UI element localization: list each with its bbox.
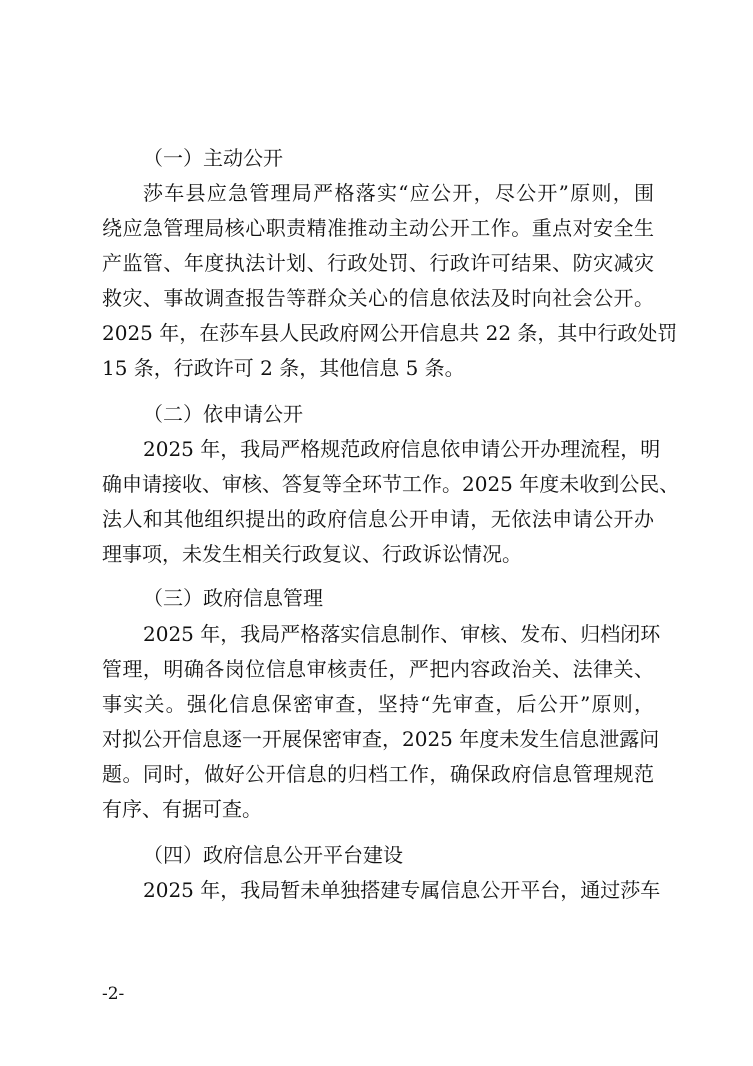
section-heading-2: （二）依申请公开 bbox=[143, 402, 303, 426]
paragraph-line: 15 条，行政许可 2 条，其他信息 5 条。 bbox=[102, 356, 465, 380]
paragraph-line: 绕应急管理局核心职责精准推动主动公开工作。重点对安全生 bbox=[102, 216, 654, 240]
paragraph-line: 题。同时，做好公开信息的归档工作，确保政府信息管理规范 bbox=[102, 762, 654, 786]
paragraph-line: 理事项，未发生相关行政复议、行政诉讼情况。 bbox=[102, 542, 522, 566]
paragraph-line: 管理，明确各岗位信息审核责任，严把内容政治关、法律关、 bbox=[102, 657, 654, 681]
paragraph-line: 2025 年，我局严格规范政府信息依申请公开办理流程，明 bbox=[143, 437, 661, 461]
paragraph-line: 法人和其他组织提出的政府信息公开申请，无依法申请公开办 bbox=[102, 507, 654, 531]
paragraph-line: 产监管、年度执法计划、行政处罚、行政许可结果、防灾减灾 bbox=[102, 251, 654, 275]
page-number: -2- bbox=[102, 984, 125, 1004]
paragraph-line: 对拟公开信息逐一开展保密审查，2025 年度未发生信息泄露问 bbox=[102, 727, 660, 751]
paragraph-line: 事实关。强化信息保密审查，坚持“先审查，后公开”原则， bbox=[102, 692, 654, 716]
section-heading-1: （一）主动公开 bbox=[143, 146, 283, 170]
paragraph-line: 救灾、事故调查报告等群众关心的信息依法及时向社会公开。 bbox=[102, 286, 654, 310]
section-heading-4: （四）政府信息公开平台建设 bbox=[143, 843, 403, 867]
section-heading-3: （三）政府信息管理 bbox=[143, 586, 323, 610]
paragraph-line: 确申请接收、审核、答复等全环节工作。2025 年度未收到公民、 bbox=[102, 472, 680, 496]
paragraph-line: 有序、有据可查。 bbox=[102, 797, 262, 821]
paragraph-line: 2025 年，在莎车县人民政府网公开信息共 22 条，其中行政处罚 bbox=[102, 321, 678, 345]
paragraph-line: 莎车县应急管理局严格落实“应公开，尽公开”原则，围 bbox=[143, 181, 654, 205]
paragraph-line: 2025 年，我局严格落实信息制作、审核、发布、归档闭环 bbox=[143, 622, 661, 646]
paragraph-line: 2025 年，我局暂未单独搭建专属信息公开平台，通过莎车 bbox=[143, 878, 661, 902]
